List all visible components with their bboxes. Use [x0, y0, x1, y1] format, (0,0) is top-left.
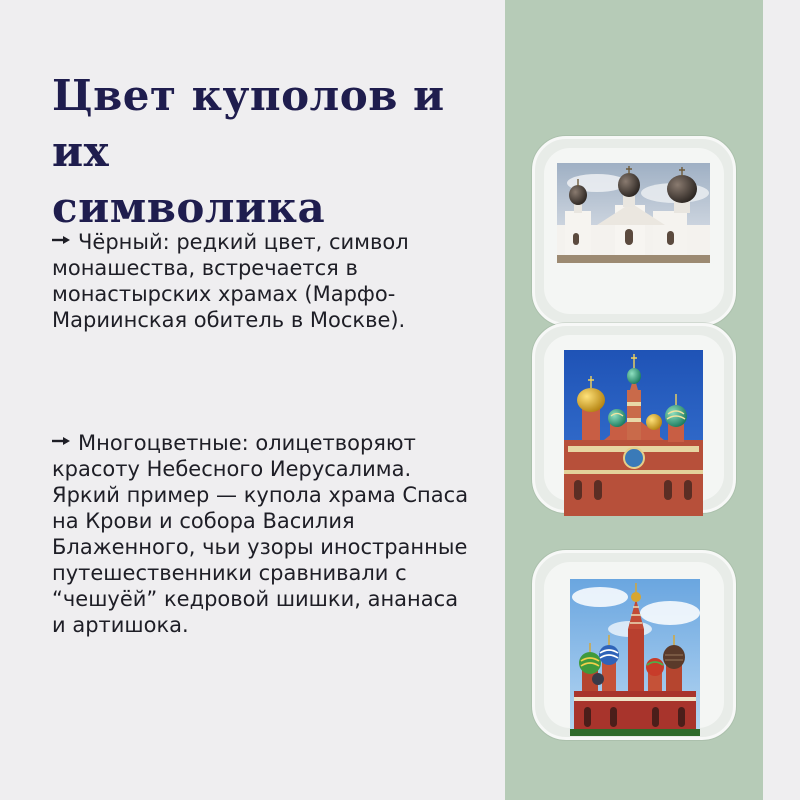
photo-frame-1 — [532, 136, 736, 326]
title-line-2: символика — [52, 183, 326, 232]
arrow-right-icon — [52, 236, 70, 244]
arrow-right-icon — [52, 437, 70, 445]
paragraph-black-domes — [52, 229, 472, 333]
paragraph-text: Многоцветные: олицетворяют красоту Небесного Иерусалима. Яркий пример — купола храма Спаса на Крови и собора Василия Блаженного, чьи узоры иностранные путешественники сравнивали с “чешуёй” кедровой шишки, ананаса и артишока. — [52, 431, 469, 637]
title-line-1: Цвет куполов и их — [52, 71, 445, 176]
paragraph-multicolor-domes — [52, 430, 472, 638]
paragraph-text: Чёрный: редкий цвет, символ монашества, встречается в монастырских храмах (Марфо-Мариинская обитель в Москве). — [52, 230, 409, 332]
st-basils-cathedral-photo — [570, 579, 700, 736]
photo-frame-2 — [532, 323, 736, 513]
church-of-savior-on-blood-photo — [564, 350, 703, 516]
black-domes-church-photo — [557, 163, 710, 263]
slide-title — [52, 68, 492, 236]
photo-frame-3 — [532, 550, 736, 740]
edge-strip — [763, 0, 800, 800]
